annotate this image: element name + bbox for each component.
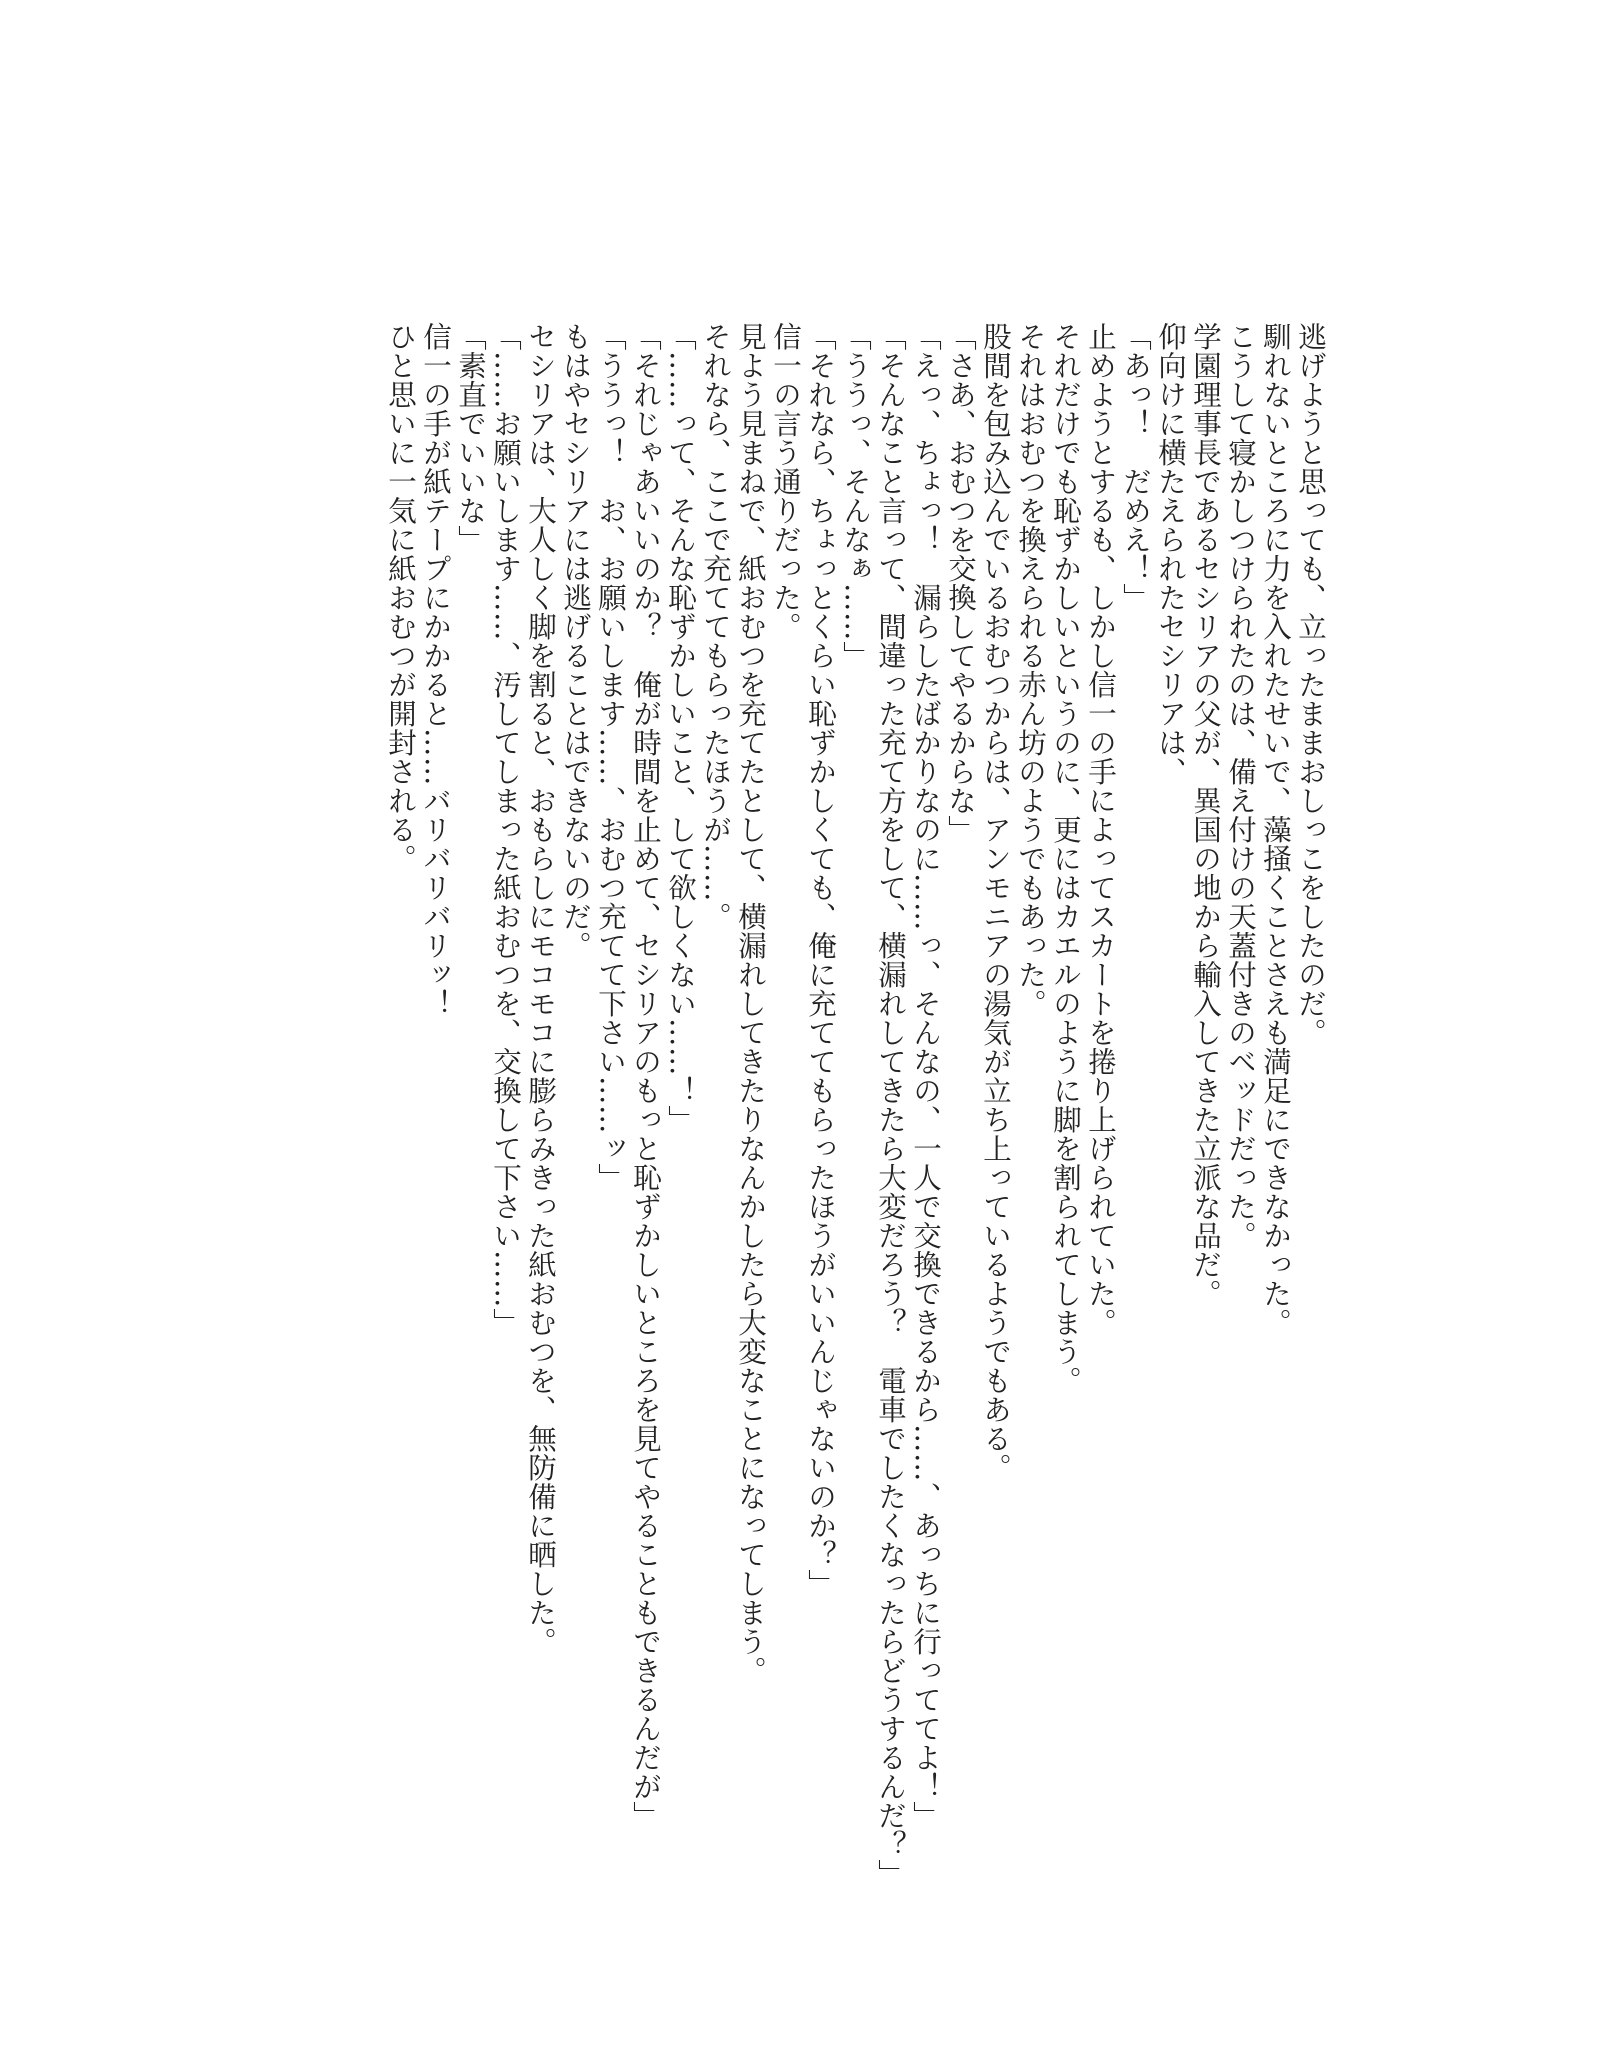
text-line: セシリアは、大人しく脚を割ると、おもらしにモコモコに膨らみきった紙おむつを、無防備に晒した。 (524, 322, 557, 1656)
text-line: ひと思いに一気に紙おむつが開封される。 (384, 322, 417, 873)
text-line: 「えっ、ちょっ！ 漏らしたばかりなのに……っ、そんなの、一人で交換できるから……、あっちに行っててよ！」 (909, 322, 942, 1830)
text-line: 「ううっ！ お、お願いします……、おむつ充てて下さい……ッ」 (594, 322, 627, 1192)
text-line: 学園理事長であるセシリアの父が、異国の地から輸入してきた立派な品だ。 (1189, 322, 1222, 1308)
vertical-text-body (278, 322, 1328, 1888)
text-line: こうして寝かしつけられたのは、備え付けの天蓋付きのベッドだった。 (1224, 322, 1257, 1250)
text-line: 信一の言う通りだった。 (769, 322, 802, 641)
text-line: それはおむつを換えられる赤ん坊のようでもあった。 (1014, 322, 1047, 1018)
text-line: 「素直でいいな」 (454, 322, 487, 554)
text-line: 信一の手が紙テープにかかると……バリバリバリッ！ (419, 322, 452, 1018)
text-line: それだけでも恥ずかしいというのに、更にはカエルのように脚を割られてしまう。 (1049, 322, 1082, 1395)
text-line: 「それなら、ちょっとくらい恥ずかしくても、俺に充ててもらったほうがいいんじゃないのか？」 (804, 322, 837, 1598)
text-line: もはやセシリアには逃げることはできないのだ。 (559, 322, 592, 960)
text-line: 「……って、そんな恥ずかしいこと、して欲しくない……！」 (664, 322, 697, 1134)
text-line: 馴れないところに力を入れたせいで、藻掻くことさえも満足にできなかった。 (1259, 322, 1292, 1337)
text-line: 逃げようと思っても、立ったままおしっこをしたのだ。 (1294, 322, 1327, 1047)
text-line: 「さあ、おむつを交換してやるからな」 (944, 322, 977, 844)
text-line: 「ううっ、そんなぁ……」 (839, 322, 872, 670)
text-line: 見よう見まねで、紙おむつを充てたとして、横漏れしてきたりなんかしたら大変なことになってしまう。 (734, 322, 767, 1685)
text-line: 止めようとするも、しかし信一の手によってスカートを捲り上げられていた。 (1084, 322, 1117, 1337)
text-line: 股間を包み込んでいるおむつからは、アンモニアの湯気が立ち上っているようでもある。 (979, 322, 1012, 1482)
text-line: 「そんなこと言って、間違った充て方をして、横漏れしてきたら大変だろう？ 電車でしたくなったらどうするんだ？」 (874, 322, 907, 1888)
text-line: 「あっ！ だめえ！」 (1119, 322, 1152, 612)
text-line: それなら、ここで充ててもらったほうが……。 (699, 322, 732, 931)
text-line: 「……お願いします……、汚してしまった紙おむつを、交換して下さい……」 (489, 322, 522, 1337)
text-line: 仰向けに横たえられたセシリアは、 (1154, 322, 1187, 786)
text-line: 「それじゃあいいのか？ 俺が時間を止めて、セシリアのもっと恥ずかしいところを見てやることもできるんだが」 (629, 322, 662, 1830)
